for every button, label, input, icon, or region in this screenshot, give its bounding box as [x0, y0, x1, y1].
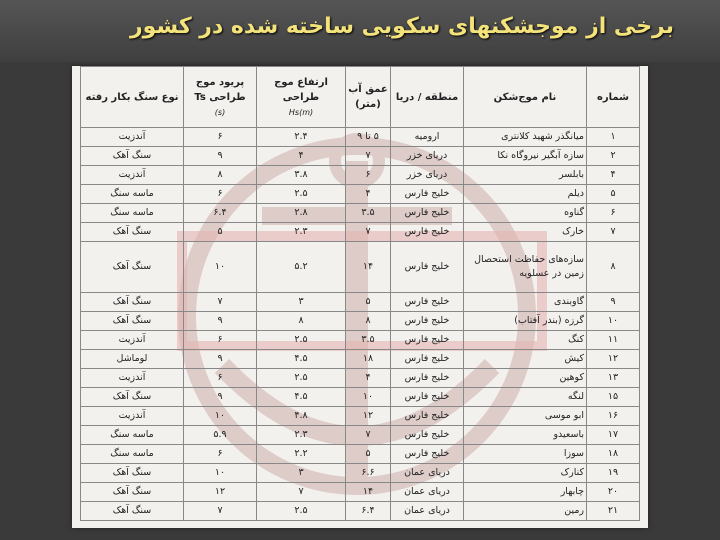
- cell-name: گاوبندی: [464, 293, 587, 312]
- table-row: [81, 388, 640, 407]
- cell-wave-period: ۹: [184, 388, 257, 407]
- cell-wave-period: ۱۲: [184, 483, 257, 502]
- cell-no: ۲۱: [587, 502, 640, 521]
- header-name: نام موج‌شکن: [464, 67, 587, 128]
- cell-stone: آندزیت: [81, 369, 184, 388]
- cell-depth: ۱۸: [346, 350, 391, 369]
- cell-stone: سنگ آهک: [81, 242, 184, 293]
- cell-stone: سنگ آهک: [81, 147, 184, 166]
- cell-name: کوهین: [464, 369, 587, 388]
- cell-region: خلیج فارس: [391, 388, 464, 407]
- cell-no: ۱۰: [587, 312, 640, 331]
- header-stone: نوع سنگ بکار رفته: [81, 67, 184, 128]
- cell-depth: ۸: [346, 312, 391, 331]
- cell-no: ۷: [587, 223, 640, 242]
- cell-name: بابلسر: [464, 166, 587, 185]
- cell-wave-height: ۲.۲: [257, 445, 346, 464]
- cell-wave-height: ۴.۸: [257, 407, 346, 426]
- header-wave-period-label: پریود موج طراحی Ts: [194, 76, 246, 103]
- header-wave-height-label: ارتفاع موج طراحی: [274, 76, 328, 103]
- cell-wave-height: ۲.۴: [257, 128, 346, 147]
- cell-region: دریای خزر: [391, 147, 464, 166]
- cell-stone: سنگ آهک: [81, 464, 184, 483]
- cell-region: خلیج فارس: [391, 331, 464, 350]
- table-row: [81, 350, 640, 369]
- cell-stone: ماسه سنگ: [81, 204, 184, 223]
- cell-depth: ۷: [346, 426, 391, 445]
- cell-stone: آندزیت: [81, 407, 184, 426]
- cell-depth: ۱۴: [346, 242, 391, 293]
- cell-wave-period: ۵.۹: [184, 426, 257, 445]
- table-header-row: [81, 67, 640, 128]
- breakwater-table: [80, 66, 640, 521]
- cell-name: چابهار: [464, 483, 587, 502]
- cell-wave-period: ۶.۴: [184, 204, 257, 223]
- cell-wave-period: ۹: [184, 147, 257, 166]
- cell-name: رمین: [464, 502, 587, 521]
- header-wave-height-unit: Hs(m): [288, 107, 314, 117]
- cell-name: سازه آبگیر نیروگاه نکا: [464, 147, 587, 166]
- cell-depth: ۵ تا ۹: [346, 128, 391, 147]
- cell-name: گناوه: [464, 204, 587, 223]
- cell-stone: سنگ آهک: [81, 312, 184, 331]
- table-row: [81, 502, 640, 521]
- cell-wave-period: ۷: [184, 293, 257, 312]
- table-row: [81, 464, 640, 483]
- cell-region: خلیج فارس: [391, 369, 464, 388]
- cell-stone: سنگ آهک: [81, 223, 184, 242]
- cell-stone: سنگ آهک: [81, 502, 184, 521]
- cell-depth: ۶.۴: [346, 502, 391, 521]
- header-region: منطقه / دریا: [391, 67, 464, 128]
- cell-name: خارک: [464, 223, 587, 242]
- cell-wave-period: ۶: [184, 331, 257, 350]
- cell-name: سازه‌های حفاظت استحصال زمین در عسلویه: [464, 242, 587, 293]
- table-row: [81, 369, 640, 388]
- cell-wave-height: ۲.۸: [257, 204, 346, 223]
- cell-depth: ۷: [346, 147, 391, 166]
- cell-depth: ۶: [346, 166, 391, 185]
- cell-region: خلیج فارس: [391, 426, 464, 445]
- table-row: [81, 223, 640, 242]
- cell-name: میانگذر شهید کلانتری: [464, 128, 587, 147]
- cell-no: ۵: [587, 185, 640, 204]
- cell-wave-height: ۳: [257, 464, 346, 483]
- cell-no: ۱۳: [587, 369, 640, 388]
- cell-stone: سنگ آهک: [81, 483, 184, 502]
- table-row: [81, 185, 640, 204]
- cell-region: خلیج فارس: [391, 445, 464, 464]
- cell-no: ۱: [587, 128, 640, 147]
- cell-region: خلیج فارس: [391, 293, 464, 312]
- table-row: [81, 426, 640, 445]
- header-wave-period-unit: (s): [214, 107, 226, 117]
- cell-name: سوزا: [464, 445, 587, 464]
- header-wave-height: [257, 67, 346, 128]
- cell-no: ۱۸: [587, 445, 640, 464]
- cell-region: خلیج فارس: [391, 185, 464, 204]
- cell-no: ۹: [587, 293, 640, 312]
- slide-title: برخی از موجشکنهای سکویی ساخته شده در کشور: [130, 14, 674, 39]
- cell-stone: ماسه سنگ: [81, 426, 184, 445]
- table-row: [81, 204, 640, 223]
- cell-no: ۱۵: [587, 388, 640, 407]
- cell-no: ۱۱: [587, 331, 640, 350]
- cell-depth: ۱۰: [346, 388, 391, 407]
- cell-region: دریای خزر: [391, 166, 464, 185]
- cell-depth: ۴: [346, 369, 391, 388]
- cell-name: کنگ: [464, 331, 587, 350]
- cell-depth: ۷: [346, 223, 391, 242]
- table-row: [81, 147, 640, 166]
- cell-no: ۱۶: [587, 407, 640, 426]
- cell-depth: ۶.۶: [346, 464, 391, 483]
- cell-no: ۱۷: [587, 426, 640, 445]
- cell-wave-height: ۳.۸: [257, 166, 346, 185]
- cell-wave-height: ۳: [257, 293, 346, 312]
- cell-wave-period: ۶: [184, 128, 257, 147]
- cell-region: خلیج فارس: [391, 407, 464, 426]
- header-wave-period: [184, 67, 257, 128]
- cell-name: کنارک: [464, 464, 587, 483]
- cell-name: لنگه: [464, 388, 587, 407]
- cell-no: ۲۰: [587, 483, 640, 502]
- cell-region: خلیج فارس: [391, 242, 464, 293]
- cell-stone: ماسه سنگ: [81, 445, 184, 464]
- cell-stone: آندزیت: [81, 128, 184, 147]
- cell-depth: ۴: [346, 185, 391, 204]
- cell-wave-height: ۴.۵: [257, 350, 346, 369]
- table-row: [81, 407, 640, 426]
- cell-no: ۶: [587, 204, 640, 223]
- table-row: [81, 293, 640, 312]
- cell-wave-height: ۸: [257, 312, 346, 331]
- cell-name: کیش: [464, 350, 587, 369]
- cell-wave-period: ۹: [184, 312, 257, 331]
- cell-stone: آندزیت: [81, 166, 184, 185]
- table-row: [81, 331, 640, 350]
- cell-wave-period: ۱۰: [184, 242, 257, 293]
- cell-stone: ماسه سنگ: [81, 185, 184, 204]
- table-row: [81, 128, 640, 147]
- table-sheet: [72, 66, 648, 528]
- table-row: [81, 445, 640, 464]
- cell-wave-period: ۱۰: [184, 464, 257, 483]
- cell-wave-height: ۵.۲: [257, 242, 346, 293]
- cell-stone: سنگ آهک: [81, 388, 184, 407]
- cell-depth: ۵: [346, 293, 391, 312]
- cell-no: ۲: [587, 147, 640, 166]
- cell-no: ۸: [587, 242, 640, 293]
- cell-wave-period: ۶: [184, 369, 257, 388]
- cell-no: ۴: [587, 166, 640, 185]
- header-depth: عمق آب (متر): [346, 67, 391, 128]
- cell-depth: ۳.۵: [346, 204, 391, 223]
- cell-depth: ۵: [346, 445, 391, 464]
- table-row: [81, 483, 640, 502]
- cell-no: ۱۲: [587, 350, 640, 369]
- cell-name: دیلم: [464, 185, 587, 204]
- cell-wave-period: ۱۰: [184, 407, 257, 426]
- cell-region: خلیج فارس: [391, 204, 464, 223]
- cell-wave-period: ۹: [184, 350, 257, 369]
- cell-wave-period: ۶: [184, 445, 257, 464]
- cell-region: خلیج فارس: [391, 350, 464, 369]
- cell-region: دریای عمان: [391, 483, 464, 502]
- cell-wave-height: ۴.۵: [257, 388, 346, 407]
- cell-wave-period: ۸: [184, 166, 257, 185]
- cell-wave-height: ۲.۵: [257, 185, 346, 204]
- cell-stone: لوماشل: [81, 350, 184, 369]
- cell-region: خلیج فارس: [391, 312, 464, 331]
- cell-region: ارومیه: [391, 128, 464, 147]
- cell-wave-height: ۲.۳: [257, 223, 346, 242]
- cell-wave-height: ۲.۳: [257, 426, 346, 445]
- cell-wave-height: ۴: [257, 147, 346, 166]
- cell-stone: سنگ آهک: [81, 293, 184, 312]
- cell-wave-height: ۲.۵: [257, 369, 346, 388]
- cell-depth: ۱۲: [346, 407, 391, 426]
- cell-name: باسعیدو: [464, 426, 587, 445]
- cell-region: دریای عمان: [391, 502, 464, 521]
- cell-wave-period: ۵: [184, 223, 257, 242]
- cell-name: گرزه (بندر آفتاب): [464, 312, 587, 331]
- cell-region: خلیج فارس: [391, 223, 464, 242]
- cell-depth: ۳.۵: [346, 331, 391, 350]
- cell-region: دریای عمان: [391, 464, 464, 483]
- header-no: شماره: [587, 67, 640, 128]
- cell-wave-period: ۷: [184, 502, 257, 521]
- cell-wave-height: ۲.۵: [257, 502, 346, 521]
- cell-name: ابو موسی: [464, 407, 587, 426]
- cell-no: ۱۹: [587, 464, 640, 483]
- table-row: [81, 242, 640, 293]
- cell-wave-period: ۶: [184, 185, 257, 204]
- cell-depth: ۱۴: [346, 483, 391, 502]
- table-row: [81, 312, 640, 331]
- cell-wave-height: ۲.۵: [257, 331, 346, 350]
- table-row: [81, 166, 640, 185]
- cell-wave-height: ۷: [257, 483, 346, 502]
- cell-stone: آندزیت: [81, 331, 184, 350]
